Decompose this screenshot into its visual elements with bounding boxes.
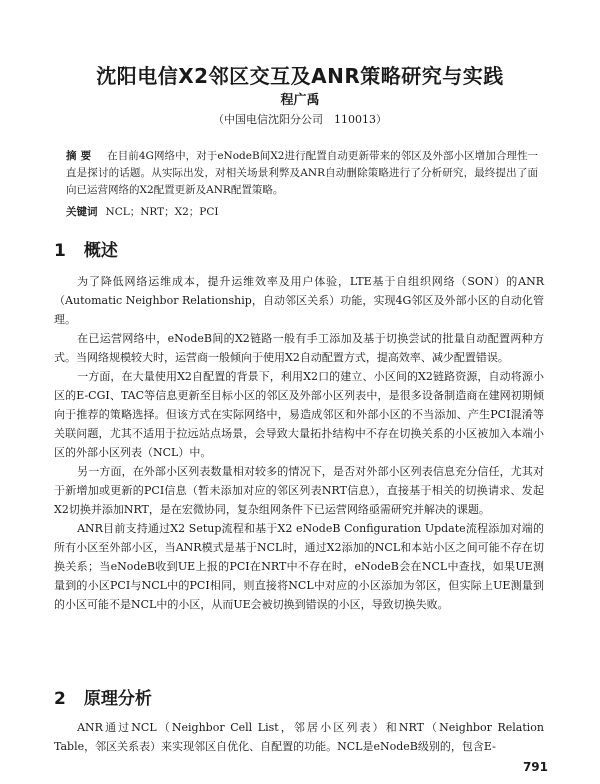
section-number: 2 [54,689,66,709]
abstract [66,148,538,199]
section-body-1 [54,272,544,614]
keywords-text: NCL；NRT；X2；PCI [105,206,219,218]
paragraph: 一方面，在大量使用X2自配置的背景下，利用X2口的建立、小区间的X2链路资源，自动将源小区的E-CGI、TAC等信息更新至目标小区的邻区及外部小区列表中，是很多设备制造商在建网初期倾向于推荐的策略选择。但该方式在实际网络中，易造成邻区和外部小区的不当添加、产生PCI混淆等关联问题，尤其不适用于拉远站点场景，会导致大量拓扑结构中不存在切换关系的小区被加入本端小区的外部小区列表（NCL）中。 [54,370,544,459]
paper-author: 程广禹 [280,93,320,108]
paragraph: 为了降低网络运维成本，提升运维效率及用户体验，LTE基于自组织网络（SON）的ANR（Automatic Neighbor Relationship，自动邻区关系）功能，实现4G邻区及外部小区的自动化管理。 [54,275,544,326]
section-heading-1 [54,236,118,261]
abstract-text: 在目前4G网络中，对于eNodeB间X2进行配置自动更新带来的邻区及外部小区增加合理性一直是探讨的话题。从实际出发，对相关场景利弊及ANR自动删除策略进行了分析研究，最终提出了面向已运营网络的X2配置更新及ANR配置策略。 [66,150,539,196]
keywords-label: 关键词 [66,206,98,218]
section-title: 原理分析 [83,689,152,709]
paragraph: 在已运营网络中，eNodeB间的X2链路一般有手工添加及基于切换尝试的批量自动配置两种方式。当网络规模较大时，运营商一般倾向于使用X2自动配置方式，提高效率、减少配置错误。 [54,332,544,364]
section-number: 1 [54,241,66,261]
paragraph: ANR通过NCL（Neighbor Cell List，邻居小区列表）和NRT（Neighbor Relation Table，邻区关系表）来实现邻区自优化、自配置的功能。NCL是eNodeB级别的，包含E- [54,721,544,753]
section-heading-2 [54,684,152,709]
section-body-2 [54,718,544,756]
author-affiliation: （中国电信沈阳分公司 110013） [213,113,387,126]
keywords [66,204,538,219]
paragraph: ANR目前支持通过X2 Setup流程和基于X2 eNodeB Configuration Update流程添加对端的所有小区至外部小区，当ANR模式是基于NCL时，通过X2添加的NCL和本站小区之间可能不存在切换关系；当eNodeB收到UE上报的PCI在NRT中不存在时，eNodeB会在NCL中查找，如果UE测量到的小区PCI与NCL中的PCI相同，则直接将NCL中对应的小区添加为邻区，但实际上UE测量到的小区可能不是NCL中的小区，从而UE会被切换到错误的小区，导致切换失败。 [54,522,544,611]
paper-title: 沈阳电信X2邻区交互及ANR策略研究与实践 [96,64,504,88]
page-number: 791 [522,760,548,774]
paragraph: 另一方面，在外部小区列表数量相对较多的情况下，是否对外部小区列表信息充分信任，尤其对于新增加或更新的PCI信息（暂未添加对应的邻区列表NRT信息），直接基于相关的切换请求、发起X2切换并添加NRT，是在宏微协同，复杂组网条件下已运营网络亟需研究并解决的课题。 [54,465,544,516]
abstract-label: 摘要 [66,150,96,162]
section-title: 概述 [83,241,118,261]
